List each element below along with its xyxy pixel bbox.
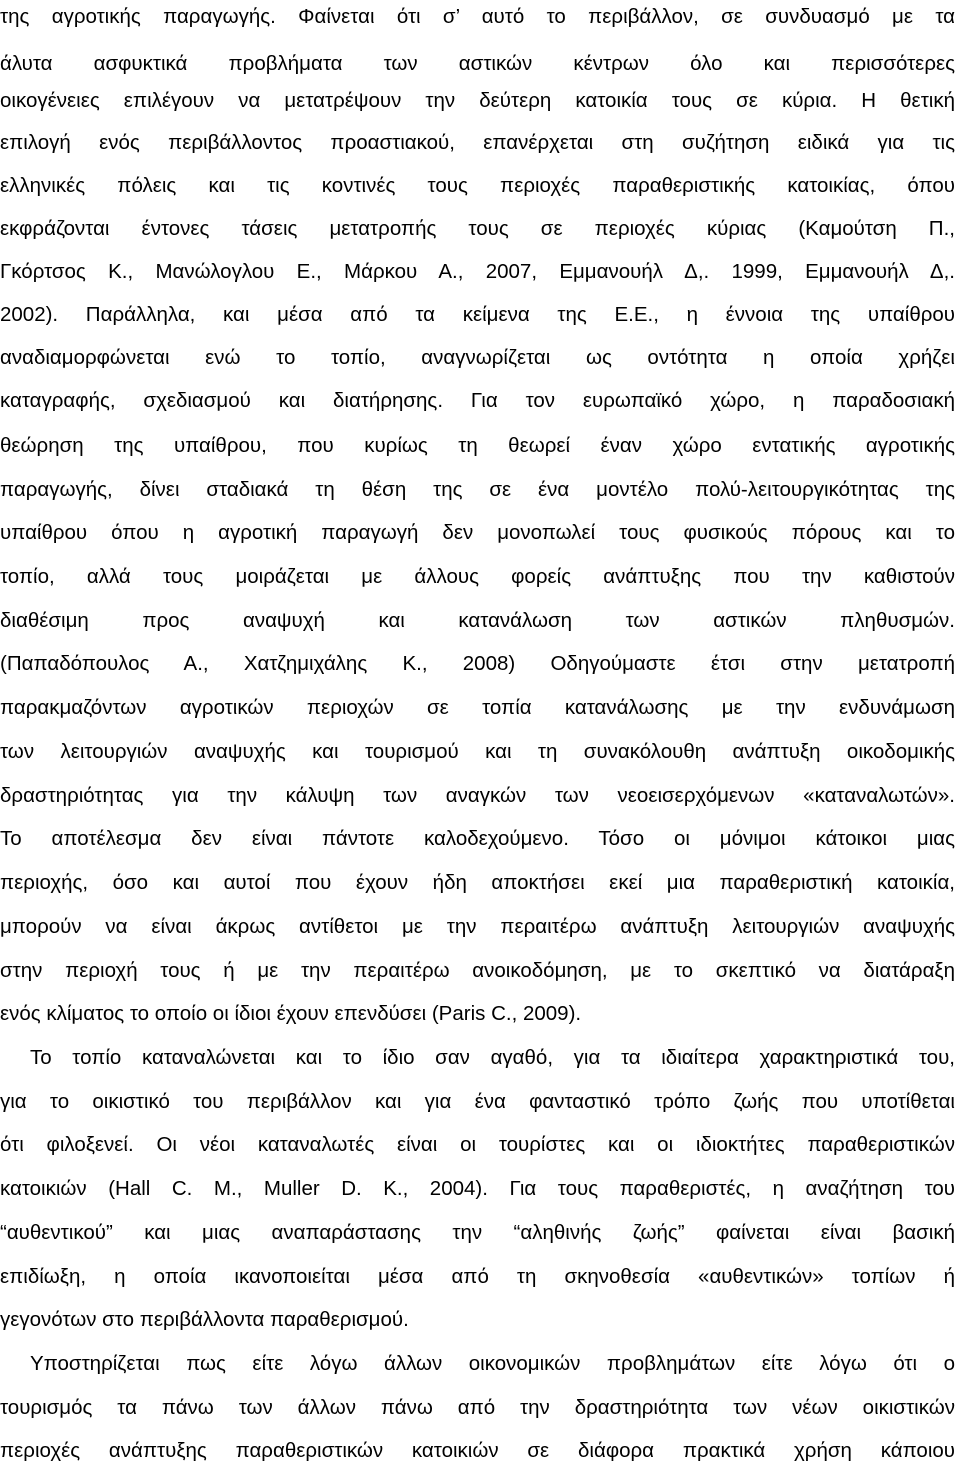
text-line: (Παπαδόπουλος Α., Χατζημιχάλης Κ., 2008) Οδηγούμαστε έτσι στην μετατροπή: [0, 652, 955, 675]
text-line: περιοχής, όσο και αυτοί που έχουν ήδη αποκτήσει εκεί μια παραθεριστική κατοικία,: [0, 871, 955, 894]
text-line: παραγωγής, δίνει σταδιακά τη θέση της σε ένα μοντέλο πολύ-λειτουργικότητας της: [0, 478, 955, 501]
text-line: 2002). Παράλληλα, και μέσα από τα κείμενα της Ε.Ε., η έννοια της υπαίθρου: [0, 303, 955, 326]
text-line: μπορούν να είναι άκρως αντίθετοι με την περαιτέρω ανάπτυξη λειτουργιών αναψυχής: [0, 915, 955, 938]
text-line: άλυτα ασφυκτικά προβλήματα των αστικών κέντρων όλο και περισσότερες: [0, 52, 955, 75]
text-line: ελληνικές πόλεις και τις κοντινές τους περιοχές παραθεριστικής κατοικίας, όπου: [0, 174, 955, 197]
text-line: “αυθεντικού” και μιας αναπαράστασης την “αληθινής ζωής” φαίνεται είναι βασική: [0, 1221, 955, 1244]
text-line: επιδίωξη, η οποία ικανοποιείται μέσα από τη σκηνοθεσία «αυθεντικών» τοπίων ή: [0, 1265, 955, 1288]
text-line: τοπίο, αλλά τους μοιράζεται με άλλους φορείς ανάπτυξης που την καθιστούν: [0, 565, 955, 588]
text-line: αναδιαμορφώνεται ενώ το τοπίο, αναγνωρίζεται ως οντότητα η οποία χρήζει: [0, 346, 955, 369]
text-line: καταγραφής, σχεδιασμού και διατήρησης. Για τον ευρωπαϊκό χώρο, η παραδοσιακή: [0, 389, 955, 412]
text-line: επιλογή ενός περιβάλλοντος προαστιακού, επανέρχεται στη συζήτηση ειδικά για τις: [0, 131, 955, 154]
text-line: γεγονότων στο περιβάλλοντα παραθερισμού.: [0, 1308, 409, 1331]
text-line: ενός κλίματος το οποίο οι ίδιοι έχουν επενδύσει (Paris C., 2009).: [0, 1002, 582, 1025]
text-line: ότι φιλοξενεί. Οι νέοι καταναλωτές είναι οι τουρίστες και οι ιδιοκτήτες παραθεριστικών: [0, 1133, 955, 1156]
text-line: υπαίθρου όπου η αγροτική παραγωγή δεν μονοπωλεί τους φυσικούς πόρους και το: [0, 521, 955, 544]
text-line: εκφράζονται έντονες τάσεις μετατροπής τους σε περιοχές κύριας (Καμούτση Π.,: [0, 217, 955, 240]
text-line: θεώρηση της υπαίθρου, που κυρίως τη θεωρεί έναν χώρο εντατικής αγροτικής: [0, 434, 955, 457]
text-line: στην περιοχή τους ή με την περαιτέρω ανοικοδόμηση, με το σκεπτικό να διατάραξη: [0, 959, 955, 982]
text-line: δραστηριότητας για την κάλυψη των αναγκών των νεοεισερχόμενων «καταναλωτών».: [0, 784, 955, 807]
text-line: διαθέσιμη προς αναψυχή και κατανάλωση των αστικών πληθυσμών.: [0, 609, 955, 632]
text-line: οικογένειες επιλέγουν να μετατρέψουν την δεύτερη κατοικία τους σε κύρια. Η θετική: [0, 89, 955, 112]
text-line: Το τοπίο καταναλώνεται και το ίδιο σαν αγαθό, για τα ιδιαίτερα χαρακτηριστικά του,: [30, 1046, 955, 1069]
text-line: τουρισμός τα πάνω των άλλων πάνω από την δραστηριότητα των νέων οικιστικών: [0, 1396, 955, 1419]
text-line: της αγροτικής παραγωγής. Φαίνεται ότι σ’ αυτό το περιβάλλον, σε συνδυασμό με τα: [0, 5, 955, 28]
text-line: παρακμαζόντων αγροτικών περιοχών σε τοπία κατανάλωσης με την ενδυνάμωση: [0, 696, 955, 719]
text-line: Γκόρτσος Κ., Μανώλογλου Ε., Μάρκου Α., 2007, Εμμανουήλ Δ,. 1999, Εμμανουήλ Δ,.: [0, 260, 955, 283]
text-line: κατοικιών (Hall C. M., Muller D. K., 2004). Για τους παραθεριστές, η αναζήτηση του: [0, 1177, 955, 1200]
text-line: περιοχές ανάπτυξης παραθεριστικών κατοικιών σε διάφορα πρακτικά χρήση κάποιου: [0, 1439, 955, 1462]
text-line: για το οικιστικό του περιβάλλον και για ένα φανταστικό τρόπο ζωής που υποτίθεται: [0, 1090, 955, 1113]
text-line: των λειτουργιών αναψυχής και τουρισμού και τη συνακόλουθη ανάπτυξη οικοδομικής: [0, 740, 955, 763]
text-line: Υποστηρίζεται πως είτε λόγω άλλων οικονομικών προβλημάτων είτε λόγω ότι ο: [30, 1352, 955, 1375]
text-line: Το αποτέλεσμα δεν είναι πάντοτε καλοδεχούμενο. Τόσο οι μόνιμοι κάτοικοι μιας: [0, 827, 955, 850]
